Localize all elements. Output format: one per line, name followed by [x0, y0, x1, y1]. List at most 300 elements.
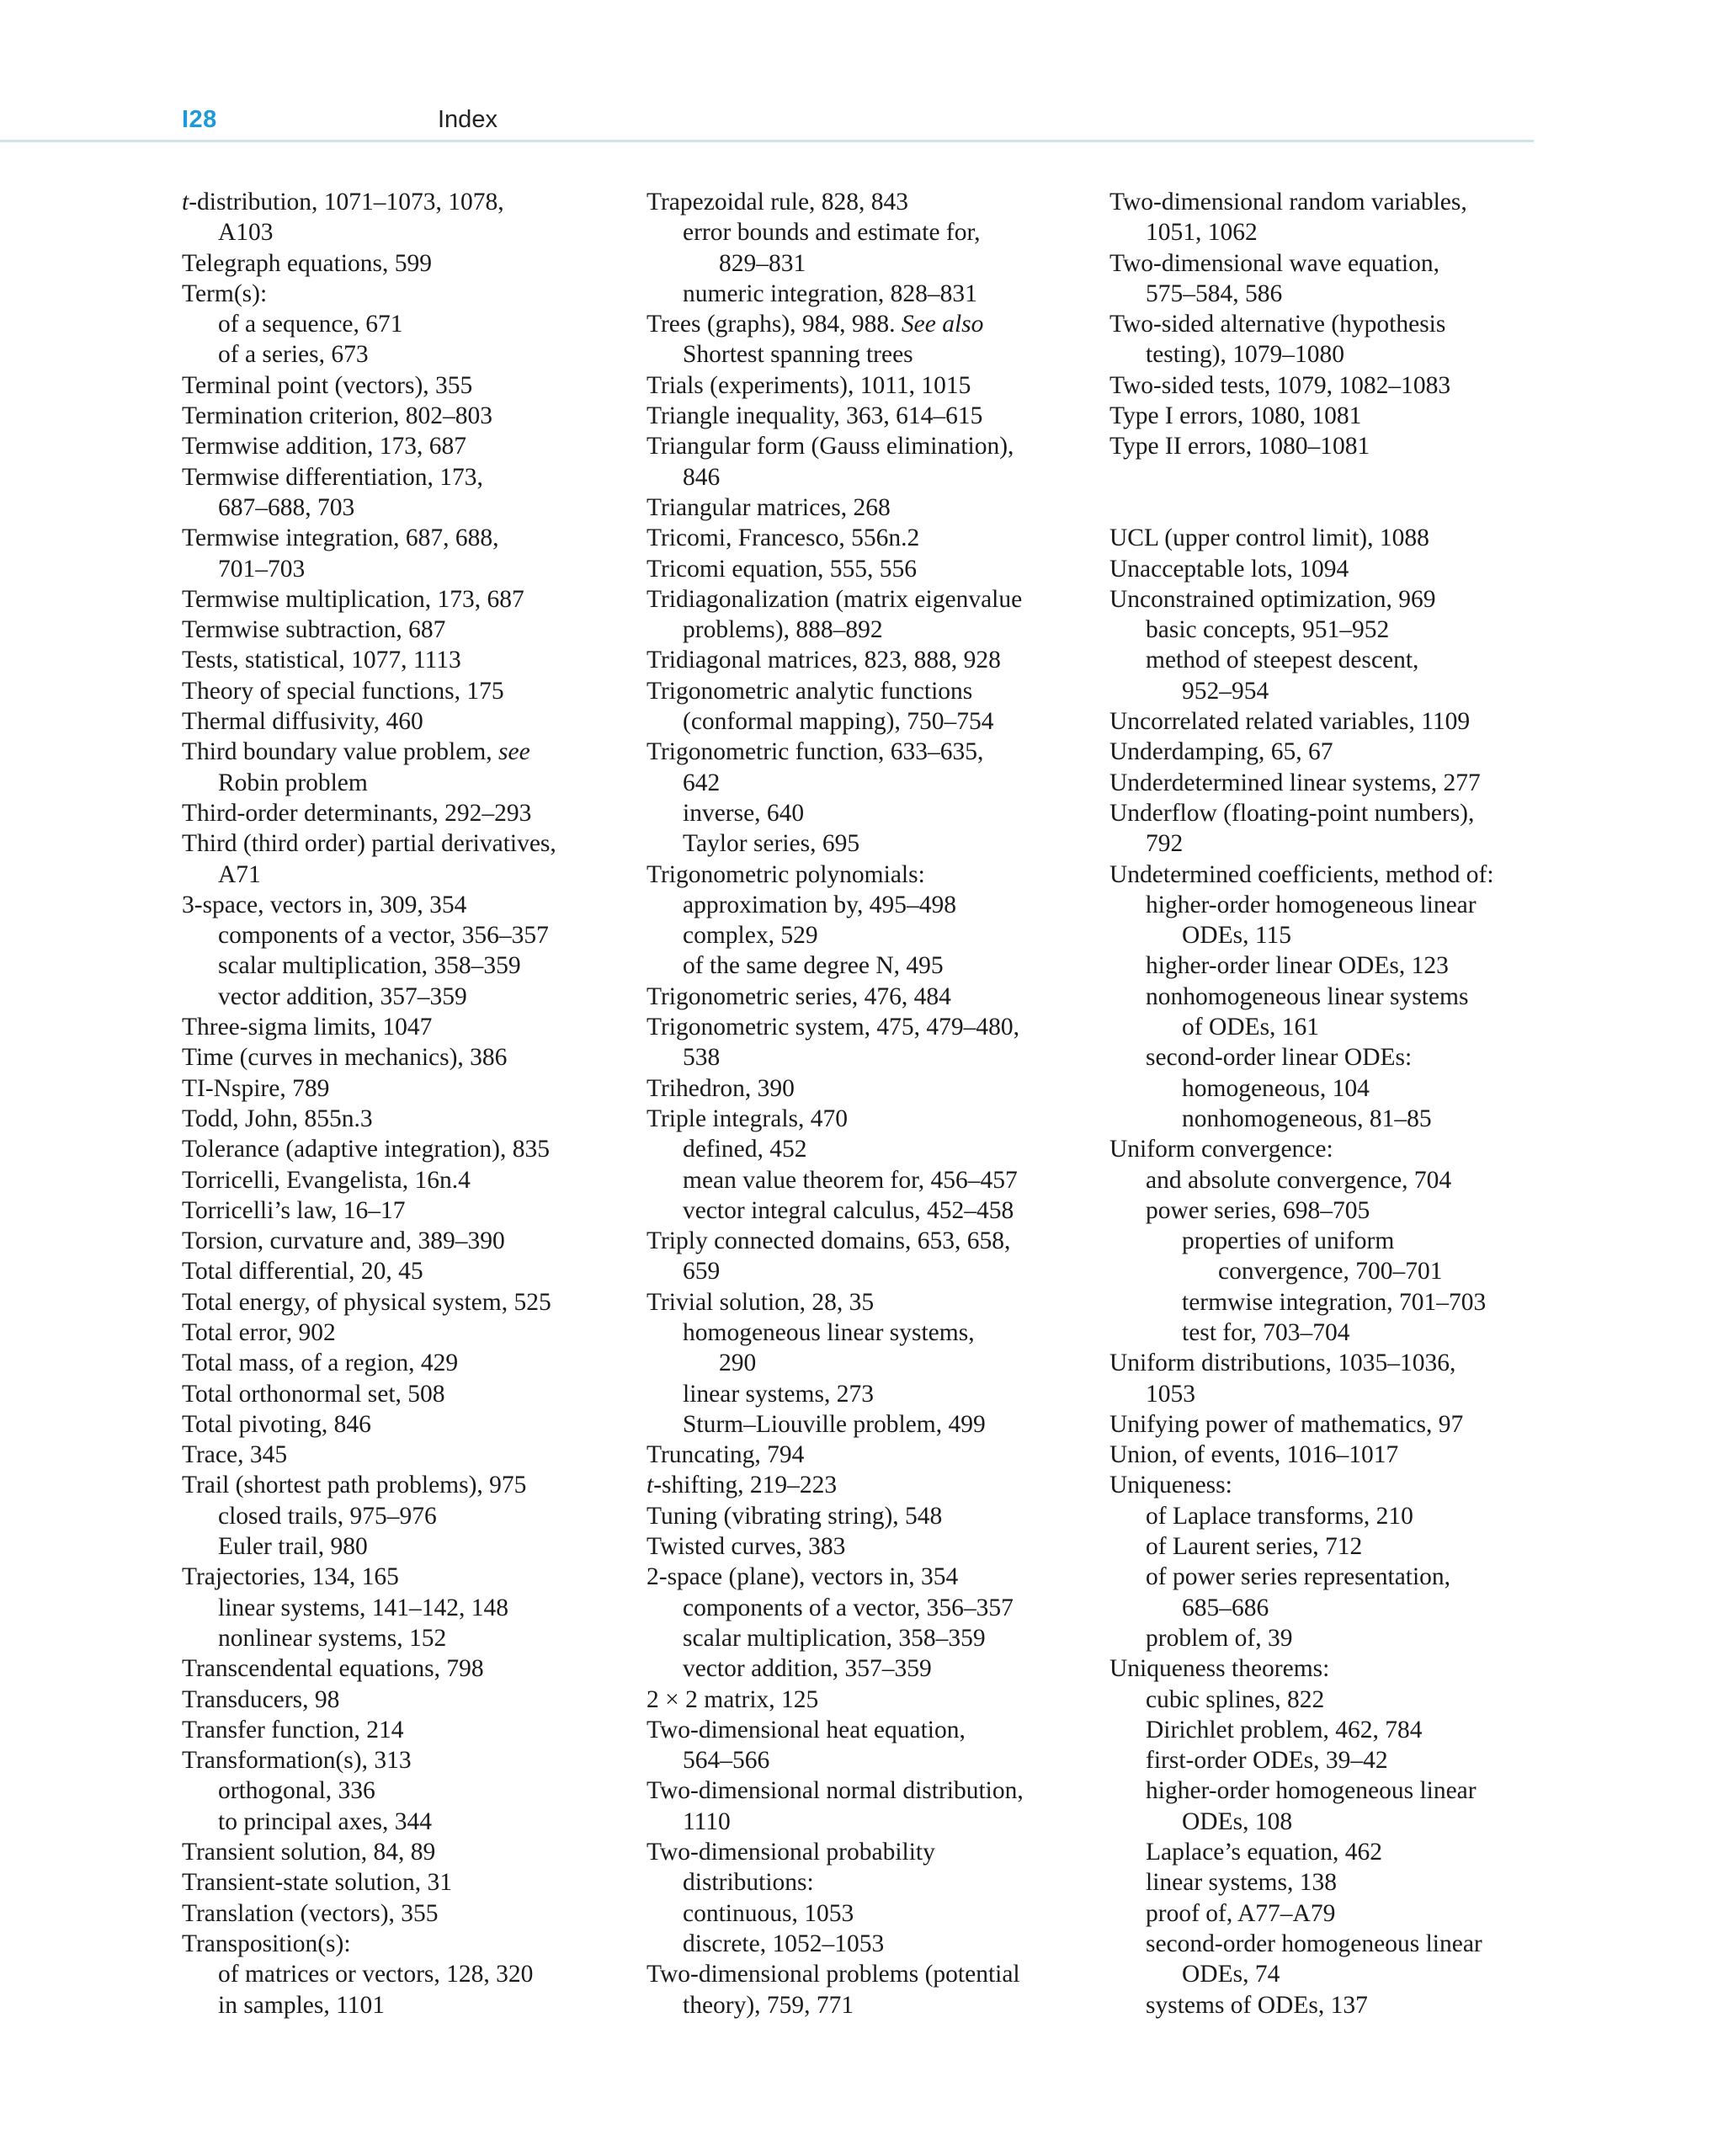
index-entry-text: Trigonometric series, 476, 484	[646, 982, 951, 1010]
index-entry	[182, 279, 620, 309]
index-entry-text: Truncating, 794	[646, 1441, 805, 1469]
index-entry	[1109, 248, 1547, 310]
index-entry-text: properties of uniform	[1182, 1227, 1395, 1255]
index-entry-text: Triangular form (Gauss elimination),	[646, 433, 1014, 460]
index-entry-text: Transducers, 98	[182, 1685, 340, 1713]
index-entry	[1109, 309, 1547, 370]
header-rule	[0, 140, 1534, 142]
index-entry	[1109, 768, 1547, 798]
index-entry	[1109, 554, 1547, 584]
index-entry-text: Uniform convergence:	[1109, 1136, 1333, 1163]
index-entry	[646, 1073, 1084, 1104]
page-number: I28	[182, 106, 217, 133]
index-entry	[646, 982, 1084, 1012]
index-entry	[646, 1287, 1084, 1318]
index-entry-text: systems of ODEs, 137	[1146, 1991, 1368, 2019]
index-entry	[1109, 1470, 1547, 1500]
index-entry-text: Total orthonormal set, 508	[182, 1380, 445, 1408]
index-entry	[182, 431, 620, 461]
index-entry-text: 290	[719, 1349, 757, 1377]
index-entry-text: nonlinear systems, 152	[218, 1624, 447, 1652]
index-entry	[182, 706, 620, 737]
index-entry-text: Transient-state solution, 31	[182, 1869, 452, 1897]
index-entry-text: Translation (vectors), 355	[182, 1899, 439, 1927]
index-entry-text: linear systems, 141–142, 148	[218, 1594, 508, 1621]
index-entry-text: 846	[683, 463, 721, 491]
index-entry-text: Uniform distributions, 1035–1036,	[1109, 1349, 1456, 1377]
index-entry	[182, 1104, 620, 1134]
index-subentry	[1109, 1165, 1547, 1195]
index-subentry	[1109, 950, 1547, 981]
index-entry	[646, 1501, 1084, 1531]
index-entry	[182, 584, 620, 615]
index-entry-text: Union, of events, 1016–1017	[1109, 1441, 1399, 1469]
index-entry-text: of Laplace transforms, 210	[1146, 1502, 1413, 1530]
index-entry-text: vector integral calculus, 452–458	[683, 1196, 1014, 1224]
index-entry-text: higher-order linear ODEs, 123	[1146, 952, 1449, 980]
index-entry-text: Two-sided tests, 1079, 1082–1083	[1109, 371, 1451, 399]
index-entry	[1109, 1440, 1547, 1470]
index-entry-text: Trajectories, 134, 165	[182, 1563, 399, 1591]
index-entry-text: Third (third order) partial derivatives,	[182, 830, 556, 858]
index-subentry	[1109, 1073, 1547, 1104]
index-entry-text: Total energy, of physical system, 525	[182, 1288, 551, 1316]
index-entry-text: Trigonometric analytic functions	[646, 677, 973, 705]
index-subentry	[182, 950, 620, 981]
index-entry-text: Tests, statistical, 1077, 1113	[182, 647, 461, 674]
index-subentry	[182, 1775, 620, 1806]
index-entry	[646, 676, 1084, 737]
index-entry-text: 2 × 2 matrix, 125	[646, 1685, 819, 1713]
index-entry-text: Telegraph equations, 599	[182, 249, 432, 277]
index-entry-text: testing), 1079–1080	[1146, 341, 1344, 369]
index-entry-text: Todd, John, 855n.3	[182, 1105, 373, 1132]
index-entry-text: defined, 452	[683, 1136, 807, 1163]
index-entry-text: t-distribution, 1071–1073, 1078,	[182, 189, 504, 216]
index-entry-text: Two-dimensional heat equation,	[646, 1716, 966, 1743]
index-entry-text: Underdetermined linear systems, 277	[1109, 769, 1481, 796]
index-entry-text: Torsion, curvature and, 389–390	[182, 1227, 505, 1255]
index-entry-text: ODEs, 108	[1182, 1807, 1293, 1835]
index-entry	[182, 1653, 620, 1684]
index-subentry	[182, 1990, 620, 2020]
index-entry-text: 792	[1146, 830, 1184, 858]
index-entry-text: Underflow (floating-point numbers),	[1109, 799, 1475, 827]
index-entry-text: Tricomi equation, 555, 556	[646, 555, 917, 583]
index-subentry	[646, 217, 1084, 279]
index-subentry	[1109, 1042, 1547, 1073]
index-entry-text: Two-dimensional wave equation,	[1109, 249, 1439, 277]
index-entry-text: Transcendental equations, 798	[182, 1655, 484, 1683]
index-subentry	[182, 1807, 620, 1837]
index-entry-text: Trivial solution, 28, 35	[646, 1288, 875, 1316]
index-entry-text: Termwise addition, 173, 687	[182, 433, 466, 460]
index-entry-text: Transposition(s):	[182, 1930, 351, 1957]
index-entry-text: Term(s):	[182, 279, 268, 307]
index-entry-text: of a series, 673	[218, 341, 369, 369]
index-entry-text: 538	[683, 1044, 721, 1072]
index-subentry	[1109, 1837, 1547, 1867]
index-entry-text: Unacceptable lots, 1094	[1109, 555, 1349, 583]
index-subentry	[646, 1653, 1084, 1684]
index-subentry	[182, 1959, 620, 1989]
index-entry-text: 2-space (plane), vectors in, 354	[646, 1563, 959, 1591]
index-entry-text: scalar multiplication, 358–359	[683, 1624, 986, 1652]
index-entry	[182, 1073, 620, 1104]
index-entry-text: Uncorrelated related variables, 1109	[1109, 708, 1471, 736]
index-entry-text: of matrices or vectors, 128, 320	[218, 1961, 534, 1988]
index-entry-text: 1110	[683, 1807, 731, 1835]
index-entry-text: linear systems, 273	[683, 1380, 874, 1408]
index-entry	[646, 401, 1084, 431]
section-title: Index	[438, 106, 498, 133]
index-subentry	[1109, 1318, 1547, 1348]
index-subentry	[1109, 1685, 1547, 1715]
index-entry-text: 564–566	[683, 1747, 770, 1775]
index-column-3	[1109, 187, 1547, 2020]
index-entry-text: 685–686	[1182, 1594, 1269, 1621]
index-entry-text: basic concepts, 951–952	[1146, 616, 1390, 644]
index-entry-text: to principal axes, 344	[218, 1807, 432, 1835]
index-entry	[1109, 187, 1547, 248]
index-entry	[182, 1745, 620, 1775]
index-entry-text: Trace, 345	[182, 1441, 288, 1469]
index-entry-text: Third-order determinants, 292–293	[182, 799, 532, 827]
index-entry-text: Shortest spanning trees	[683, 341, 913, 369]
index-entry-text: Euler trail, 980	[218, 1533, 368, 1561]
index-entry-text: Tolerance (adaptive integration), 835	[182, 1136, 550, 1163]
index-subentry	[646, 920, 1084, 950]
index-entry	[182, 1165, 620, 1195]
index-entry	[182, 1470, 620, 1500]
index-entry-text: 642	[683, 769, 721, 796]
index-subentry	[646, 828, 1084, 859]
index-entry-text: 701–703	[218, 555, 306, 583]
index-entry	[646, 737, 1084, 798]
index-subentry	[1109, 1287, 1547, 1318]
index-entry-text: homogeneous, 104	[1182, 1074, 1370, 1102]
index-subentry	[646, 890, 1084, 920]
index-entry-text: Unifying power of mathematics, 97	[1109, 1410, 1464, 1438]
index-entry-text: Triangle inequality, 363, 614–615	[646, 402, 983, 430]
index-entry	[646, 1104, 1084, 1134]
index-subentry	[646, 1195, 1084, 1226]
index-entry-text: Triple integrals, 470	[646, 1105, 848, 1132]
index-entry	[182, 370, 620, 401]
index-entry	[182, 1195, 620, 1226]
index-entry-text: error bounds and estimate for,	[683, 219, 981, 247]
index-entry	[182, 645, 620, 675]
index-entry-text: Time (curves in mechanics), 386	[182, 1044, 508, 1072]
index-entry	[1109, 401, 1547, 431]
index-entry	[182, 1012, 620, 1042]
index-entry-text: Uniqueness theorems:	[1109, 1655, 1330, 1683]
index-entry	[182, 1256, 620, 1286]
index-entry	[182, 1929, 620, 1959]
index-entry-text: Trihedron, 390	[646, 1074, 795, 1102]
index-entry	[182, 523, 620, 584]
index-entry	[182, 1042, 620, 1073]
index-entry	[1109, 1348, 1547, 1409]
index-entry	[182, 1348, 620, 1378]
index-entry-text: Tricomi, Francesco, 556n.2	[646, 524, 920, 552]
index-column-2	[646, 187, 1084, 2020]
index-entry-text: mean value theorem for, 456–457	[683, 1166, 1018, 1194]
index-subentry	[646, 1929, 1084, 1959]
index-entry	[646, 1715, 1084, 1776]
index-entry-text: UCL (upper control limit), 1088	[1109, 524, 1429, 552]
index-entry-text: Total pivoting, 846	[182, 1410, 371, 1438]
index-entry-text: Unconstrained optimization, 969	[1109, 585, 1436, 613]
index-entry	[182, 890, 620, 920]
index-entry	[182, 1685, 620, 1715]
index-entry-text: Underdamping, 65, 67	[1109, 738, 1333, 766]
index-entry	[1109, 523, 1547, 553]
index-entry	[182, 1226, 620, 1256]
index-entry	[1109, 1653, 1547, 1684]
index-subentry	[1109, 1104, 1547, 1134]
index-entry-text: Three-sigma limits, 1047	[182, 1014, 433, 1041]
index-subentry	[1109, 645, 1547, 706]
index-entry-text: distributions:	[683, 1869, 814, 1897]
index-entry	[646, 554, 1084, 584]
index-subentry	[182, 982, 620, 1012]
index-entry-text: of ODEs, 161	[1182, 1014, 1320, 1041]
index-entry	[646, 1226, 1084, 1287]
index-entry-text: Thermal diffusivity, 460	[182, 708, 423, 736]
index-entry	[182, 1715, 620, 1745]
index-subentry	[1109, 1531, 1547, 1562]
index-entry-text: Trigonometric polynomials:	[646, 860, 925, 888]
index-entry-text: 575–584, 586	[1146, 279, 1283, 307]
index-entry-text: in samples, 1101	[218, 1991, 386, 2019]
index-subentry	[646, 1134, 1084, 1164]
index-entry-text: 952–954	[1182, 677, 1269, 705]
index-entry-text: complex, 529	[683, 922, 818, 950]
index-entry	[646, 1531, 1084, 1562]
index-subentry	[182, 1501, 620, 1531]
index-entry	[182, 1318, 620, 1348]
index-entry	[646, 523, 1084, 553]
index-entry-text: TI-Nspire, 789	[182, 1074, 330, 1102]
index-entry	[1109, 706, 1547, 737]
index-entry-text: Torricelli’s law, 16–17	[182, 1196, 406, 1224]
index-entry	[646, 431, 1084, 492]
page-header	[0, 0, 1534, 143]
index-entry-text: A71	[218, 860, 261, 888]
index-subentry	[1109, 890, 1547, 951]
index-subentry	[1109, 1990, 1547, 2020]
index-entry	[646, 1440, 1084, 1470]
index-entry-text: power series, 698–705	[1146, 1196, 1370, 1224]
index-subentry	[646, 1379, 1084, 1409]
index-column-1	[182, 187, 620, 2020]
index-entry-text: method of steepest descent,	[1146, 647, 1419, 674]
index-entry-text: 1051, 1062	[1146, 219, 1258, 247]
index-entry-text: Total differential, 20, 45	[182, 1258, 423, 1286]
index-entry-text: 687–688, 703	[218, 493, 355, 521]
index-entry-text: Trees (graphs), 984, 988. See also	[646, 311, 984, 338]
index-entry-text: Total mass, of a region, 429	[182, 1349, 459, 1377]
index-entry	[182, 828, 620, 890]
index-entry	[646, 1775, 1084, 1837]
index-entry-text: t-shifting, 219–223	[646, 1472, 838, 1499]
index-entry	[646, 309, 1084, 370]
index-entry-text: Type I errors, 1080, 1081	[1109, 402, 1362, 430]
index-entry-text: discrete, 1052–1053	[683, 1930, 885, 1957]
index-entry-text: higher-order homogeneous linear	[1146, 891, 1477, 918]
index-entry-text: proof of, A77–A79	[1146, 1899, 1336, 1927]
index-entry-text: of power series representation,	[1146, 1563, 1451, 1591]
index-subentry	[182, 309, 620, 339]
index-entry-text: second-order homogeneous linear	[1146, 1930, 1482, 1957]
index-entry-text: Tridiagonalization (matrix eigenvalue	[646, 585, 1023, 613]
index-entry	[646, 1470, 1084, 1500]
index-subentry	[646, 950, 1084, 981]
index-entry-text: components of a vector, 356–357	[683, 1594, 1014, 1621]
index-entry	[1109, 860, 1547, 890]
letter-section-gap	[1109, 462, 1547, 524]
index-entry	[182, 1287, 620, 1318]
index-entry-text: nonhomogeneous, 81–85	[1182, 1105, 1432, 1132]
index-entry-text: 829–831	[719, 249, 806, 277]
index-entry	[1109, 431, 1547, 461]
index-entry-text: Two-dimensional problems (potential	[646, 1961, 1020, 1988]
index-entry-text: Type II errors, 1080–1081	[1109, 433, 1370, 460]
index-entry-text: and absolute convergence, 704	[1146, 1166, 1452, 1194]
index-entry-text: inverse, 640	[683, 799, 805, 827]
index-entry-text: Transient solution, 84, 89	[182, 1839, 436, 1866]
index-entry	[646, 1562, 1084, 1592]
index-entry	[1109, 798, 1547, 860]
index-subentry	[1109, 1501, 1547, 1531]
index-entry-text: vector addition, 357–359	[683, 1655, 932, 1683]
index-entry	[182, 1837, 620, 1867]
index-entry	[1109, 737, 1547, 767]
index-entry	[182, 798, 620, 828]
index-entry	[646, 860, 1084, 890]
index-entry-text: closed trails, 975–976	[218, 1502, 437, 1530]
index-entry-text: Triangular matrices, 268	[646, 493, 891, 521]
index-subentry	[1109, 1562, 1547, 1623]
index-entry-text: Termwise differentiation, 173,	[182, 463, 483, 491]
index-entry-text: Trials (experiments), 1011, 1015	[646, 371, 971, 399]
index-entry-text: Trail (shortest path problems), 975	[182, 1472, 527, 1499]
index-entry	[182, 1867, 620, 1898]
index-entry-text: convergence, 700–701	[1218, 1258, 1443, 1286]
index-subentry	[182, 1531, 620, 1562]
index-subentry	[646, 279, 1084, 309]
index-entry-text: (conformal mapping), 750–754	[683, 708, 994, 736]
index-entry	[182, 1898, 620, 1929]
index-entry-text: Terminal point (vectors), 355	[182, 371, 473, 399]
index-entry-text: problem of, 39	[1146, 1624, 1293, 1652]
index-entry-text: of Laurent series, 712	[1146, 1533, 1363, 1561]
index-entry-text: approximation by, 495–498	[683, 891, 957, 918]
index-subentry	[1109, 1775, 1547, 1837]
index-entry-text: Termwise subtraction, 687	[182, 616, 446, 644]
index-entry	[646, 1837, 1084, 1898]
index-subentry	[1109, 1867, 1547, 1898]
index-entry-text: Third boundary value problem, see	[182, 738, 530, 766]
index-entry	[182, 615, 620, 645]
index-entry-text: cubic splines, 822	[1146, 1685, 1325, 1713]
index-entry-text: of a sequence, 671	[218, 311, 403, 338]
index-entry-text: Transfer function, 214	[182, 1716, 404, 1743]
index-entry	[646, 1685, 1084, 1715]
index-entry-text: vector addition, 357–359	[218, 982, 467, 1010]
index-entry-text: Trigonometric function, 633–635,	[646, 738, 984, 766]
index-entry	[1109, 1134, 1547, 1164]
index-entry-text: test for, 703–704	[1182, 1318, 1350, 1346]
index-entry-text: 1053	[1146, 1380, 1195, 1408]
index-entry-text: Trapezoidal rule, 828, 843	[646, 189, 909, 216]
index-entry-text: Theory of special functions, 175	[182, 677, 504, 705]
index-subentry	[182, 339, 620, 370]
index-entry	[182, 676, 620, 706]
index-entry-text: A103	[218, 219, 274, 247]
index-entry-text: Dirichlet problem, 462, 784	[1146, 1716, 1423, 1743]
index-entry-text: Robin problem	[218, 769, 368, 796]
index-subentry	[646, 1898, 1084, 1929]
index-subentry	[646, 798, 1084, 828]
index-subentry	[1109, 1226, 1547, 1287]
index-entry-text: Two-sided alternative (hypothesis	[1109, 311, 1446, 338]
index-entry	[646, 492, 1084, 523]
index-entry-text: higher-order homogeneous linear	[1146, 1777, 1477, 1805]
index-entry-text: Torricelli, Evangelista, 16n.4	[182, 1166, 471, 1194]
index-entry-text: Termwise integration, 687, 688,	[182, 524, 499, 552]
index-entry-text: Transformation(s), 313	[182, 1747, 412, 1775]
index-entry-text: ODEs, 115	[1182, 922, 1292, 950]
index-entry-text: problems), 888–892	[683, 616, 883, 644]
index-entry-text: first-order ODEs, 39–42	[1146, 1747, 1388, 1775]
index-subentry	[1109, 1195, 1547, 1226]
index-entry-text: Termwise multiplication, 173, 687	[182, 585, 524, 613]
index-subentry	[1109, 1623, 1547, 1653]
index-subentry	[1109, 1715, 1547, 1745]
index-entry-text: Two-dimensional random variables,	[1109, 189, 1467, 216]
index-entry	[182, 1562, 620, 1592]
index-entry-text: orthogonal, 336	[218, 1777, 375, 1805]
index-entry	[182, 462, 620, 524]
index-subentry	[1109, 982, 1547, 1043]
index-entry-text: Two-dimensional probability	[646, 1839, 935, 1866]
index-entry-text: Twisted curves, 383	[646, 1533, 846, 1561]
index-subentry	[646, 1593, 1084, 1623]
index-entry	[182, 1379, 620, 1409]
index-subentry	[182, 920, 620, 950]
index-entry-text: nonhomogeneous linear systems	[1146, 982, 1469, 1010]
index-entry-text: theory), 759, 771	[683, 1991, 854, 2019]
index-entry-text: second-order linear ODEs:	[1146, 1044, 1413, 1072]
index-entry-text: 659	[683, 1258, 721, 1286]
index-subentry	[1109, 1745, 1547, 1775]
index-entry-text: Sturm–Liouville problem, 499	[683, 1410, 986, 1438]
index-entry-text: Two-dimensional normal distribution,	[646, 1777, 1024, 1805]
index-entry-text: Tuning (vibrating string), 548	[646, 1502, 943, 1530]
index-entry-text: homogeneous linear systems,	[683, 1318, 975, 1346]
index-entry	[646, 1959, 1084, 2020]
index-entry	[182, 737, 620, 798]
index-entry	[182, 1409, 620, 1440]
index-entry	[182, 1440, 620, 1470]
index-subentry	[182, 1593, 620, 1623]
index-entry	[646, 370, 1084, 401]
index-entry	[182, 187, 620, 248]
index-entry-text: Tridiagonal matrices, 823, 888, 928	[646, 647, 1001, 674]
index-entry	[182, 1134, 620, 1164]
